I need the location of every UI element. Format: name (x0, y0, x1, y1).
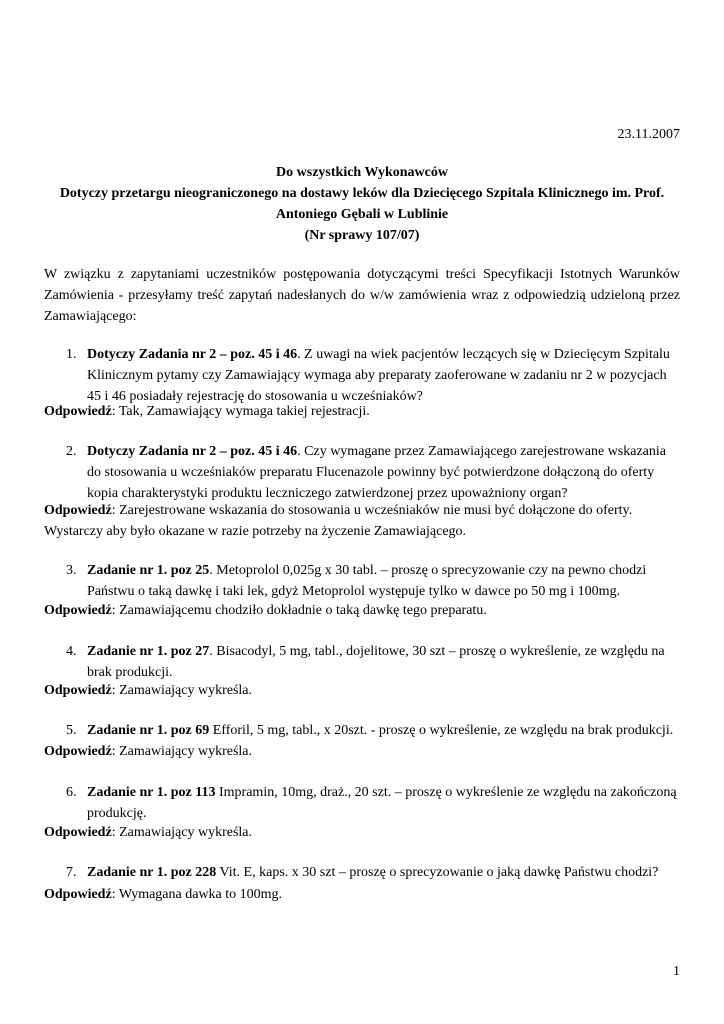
answer-label: Odpowiedź (44, 503, 112, 518)
question-body: . Czy wymagane przez Zamawiającego zarejestrowane wskazania do stosowania u wcześniaków preparatu Flucenazole powinny być potwierdzone dołączoną do oferty kopia charakterystyki produktu leczniczego zatwierdzonej przez upoważniony organ? (87, 444, 667, 501)
question-item (66, 560, 680, 602)
page-number: 1 (673, 964, 680, 979)
answer-label: Odpowiedź (44, 887, 112, 902)
answer-label: Odpowiedź (44, 603, 112, 618)
question-text (87, 560, 680, 602)
question-number: 1. (66, 347, 77, 362)
question-reference: Zadanie nr 1. poz 69 (87, 723, 210, 738)
answer-label: Odpowiedź (44, 825, 112, 840)
answer-text: : Wymagana dawka to 100mg. (111, 887, 283, 902)
question-item (66, 441, 680, 504)
question-number: 6. (66, 785, 77, 800)
answer (44, 822, 684, 843)
question-text (87, 441, 680, 504)
question-number: 7. (66, 865, 77, 880)
question-item (66, 862, 680, 883)
answer (44, 401, 684, 422)
document-date: 23.11.2007 (617, 127, 680, 142)
question-body: Impramin, 10mg, draż., 20 szt. – proszę o wykreślenie ze względu na zakończoną produkcję. (87, 785, 677, 821)
answer (44, 741, 684, 762)
answer-label: Odpowiedź (44, 744, 112, 759)
question-text (87, 862, 680, 883)
question-text (87, 720, 680, 741)
question-text (87, 782, 680, 824)
subject-line-2: Antoniego Gębali w Lublinie (275, 207, 449, 222)
question-reference: Dotyczy Zadania nr 2 – poz. 45 i 46 (87, 347, 298, 362)
question-text (87, 344, 680, 407)
answer-text: : Zamawiający wykreśla. (111, 683, 253, 698)
question-reference: Zadanie nr 1. poz 25 (87, 563, 210, 578)
question-number: 4. (66, 644, 77, 659)
addressee-line: Do wszystkich Wykonawców (276, 165, 448, 180)
question-reference: Zadanie nr 1. poz 113 (87, 785, 216, 800)
question-number: 2. (66, 444, 77, 459)
answer-text: : Zamawiającemu chodziło dokładnie o taką dawkę tego preparatu. (111, 603, 487, 618)
question-body: . Bisacodyl, 5 mg, tabl., dojelitowe, 30 szt – proszę o wykreślenie, ze względu na brak produkcji. (87, 644, 665, 680)
subject-line: Dotyczy przetargu nieograniczonego na dostawy leków dla Dziecięcego Szpitala Klinicznego im. Prof. (59, 186, 665, 201)
question-item (66, 782, 680, 824)
answer (44, 500, 684, 542)
answer-label: Odpowiedź (44, 683, 112, 698)
question-reference: Zadanie nr 1. poz 27 (87, 644, 210, 659)
answer-text: : Zamawiający wykreśla. (111, 744, 253, 759)
answer-text: : Zarejestrowane wskazania do stosowania u wcześniaków nie musi być dołączone do oferty. Wystarczy aby było okazane w razie potrzeby na życzenie Zamawiającego. (44, 503, 633, 539)
question-item (66, 720, 680, 741)
answer (44, 884, 684, 905)
answer (44, 680, 684, 701)
question-item (66, 344, 680, 407)
question-reference: Dotyczy Zadania nr 2 – poz. 45 i 46 (87, 444, 298, 459)
question-body: Vit. E, kaps. x 30 szt – proszę o sprecyzowanie o jaką dawkę Państwu chodzi? (216, 865, 659, 880)
case-number: (Nr sprawy 107/07) (304, 228, 420, 243)
question-reference: Zadanie nr 1. poz 228 (87, 865, 217, 880)
answer-label: Odpowiedź (44, 404, 112, 419)
question-body: . Z uwagi na wiek pacjentów leczących się w Dziecięcym Szpitalu Klinicznym pytamy czy Zamawiający wymaga aby preparaty zaoferowane w zadaniu nr 2 w pozycjach 45 i 46 posiadały rejestrację do stosowania u wcześniaków? (87, 347, 670, 404)
answer-text: : Zamawiający wykreśla. (111, 825, 253, 840)
question-text (87, 641, 680, 683)
answer (44, 600, 684, 621)
question-number: 3. (66, 563, 77, 578)
question-body: . Metoprolol 0,025g x 30 tabl. – proszę o sprecyzowanie czy na pewno chodzi Państwu o taką dawkę i taki lek, gdyż Metoprolol występuje tylko w dawce po 50 mg i 100mg. (87, 563, 647, 599)
intro-paragraph: W związku z zapytaniami uczestników postępowania dotyczącymi treści Specyfikacji Istotnych Warunków Zamówienia - przesyłamy treść zapytań nadesłanych do w/w zamówienia wraz z odpowiedzią udzieloną przez Zamawiającego: (44, 267, 680, 324)
question-item (66, 641, 680, 683)
answer-text: : Tak, Zamawiający wymaga takiej rejestracji. (111, 404, 370, 419)
question-body: Efforil, 5 mg, tabl., x 20szt. - proszę o wykreślenie, ze względu na brak produkcji. (209, 723, 674, 738)
question-number: 5. (66, 723, 77, 738)
